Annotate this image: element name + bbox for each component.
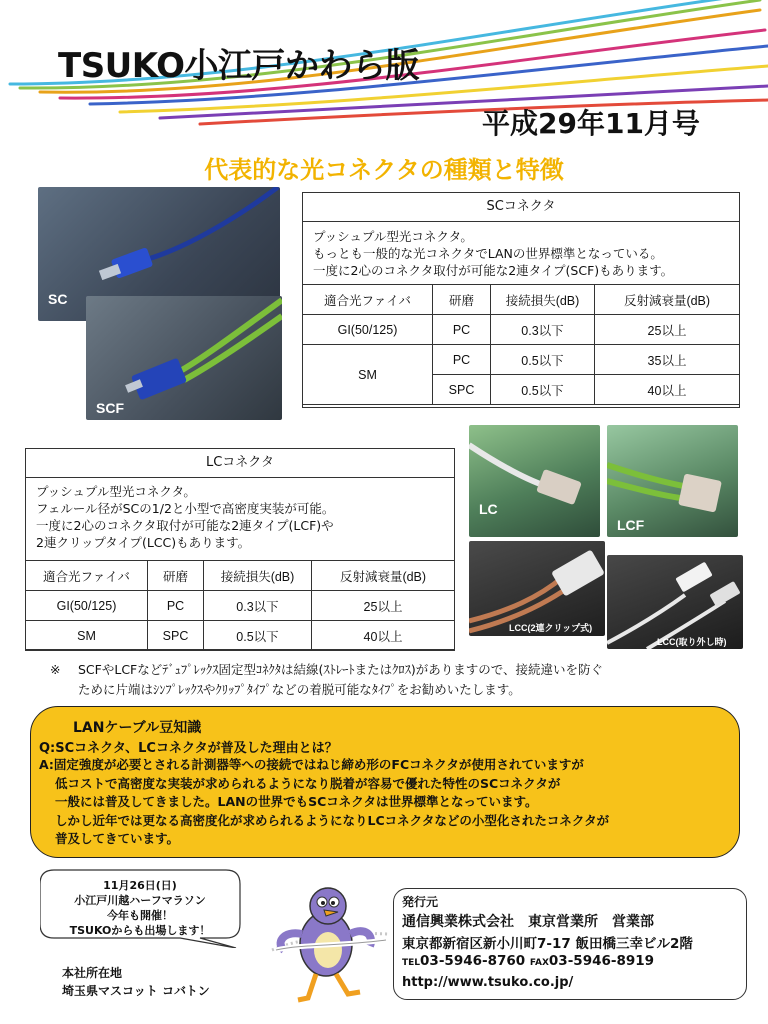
note-mark: ※ [50, 662, 61, 677]
scf-connector-photo [86, 296, 282, 420]
answer-line: 普及してきています。 [55, 831, 180, 846]
lc-cable-drawing [469, 425, 600, 537]
sc-desc-line: もっとも一般的な光コネクタでLANの世界標準となっている。 [313, 246, 663, 261]
col-header-polish: 研磨 [148, 561, 204, 591]
mascot-caption: 埼玉県マスコット コバトン [62, 984, 210, 998]
bubble-line: 今年も開催！ [107, 909, 173, 922]
cell-loss: 0.3以下 [491, 315, 595, 345]
marathon-speech-bubble [40, 868, 250, 948]
table-row [303, 315, 740, 345]
publisher-address: 東京都新宿区新小川町7-17 飯田橋三幸ビル2階 [402, 936, 693, 952]
col-header-loss: 接続損失(dB) [204, 561, 312, 591]
phone-number: 03-5946-8760 [420, 953, 526, 969]
col-header-fiber: 適合光ファイバ [26, 561, 148, 591]
cell-return-loss: 25以上 [312, 591, 455, 621]
publisher-label: 発行元 [402, 895, 439, 909]
cell-fiber: GI(50/125) [303, 315, 433, 345]
col-header-polish: 研磨 [433, 285, 491, 315]
trivia-question: Q:SCコネクタ、LCコネクタが普及した理由とは？ [39, 741, 338, 756]
bubble-line: TSUKOからも出場します！ [69, 924, 211, 937]
col-header-loss: 接続損失(dB) [491, 285, 595, 315]
lcc-clip-photo [469, 541, 605, 636]
office-label: 本社所在地 [62, 966, 123, 980]
answer-line: 一般には普及してきました。LANの世界でもSCコネクタは世界標準となっています。 [55, 794, 538, 809]
cell-polish: PC [148, 591, 204, 621]
bubble-line: 11月26日(日) [103, 879, 177, 892]
cell-polish: SPC [148, 621, 204, 651]
answer-line: A:固定強度が必要とされる計測器等への接続ではねじ締め形のFCコネクタが使用されていますが [39, 757, 584, 772]
lcc-detached-photo [607, 555, 743, 649]
cell-polish: PC [433, 315, 491, 345]
table-row [26, 621, 455, 651]
table-row [26, 591, 455, 621]
publisher-company: 通信興業株式会社 東京営業所 営業部 [402, 914, 654, 930]
cell-fiber: GI(50/125) [26, 591, 148, 621]
cell-fiber: SM [26, 621, 148, 651]
trivia-title: LANケーブル豆知識 [73, 720, 202, 736]
table-row [303, 345, 740, 375]
cell-polish: PC [433, 345, 491, 375]
table-header-row [26, 561, 455, 591]
cell-loss: 0.5以下 [204, 621, 312, 651]
lc-photo-label: LC [479, 501, 498, 517]
trivia-answer [39, 756, 729, 849]
lc-specs-table [25, 560, 455, 651]
lc-specs-description [26, 478, 454, 557]
lc-connector-specs [25, 448, 455, 650]
lc-desc-line: プッシュプル型光コネクタ。 [36, 484, 196, 499]
issue-date: 平成29年11月号 [482, 107, 700, 140]
lc-desc-line: フェルール径がSCの1/2と小型で高密度実装が可能。 [36, 501, 335, 516]
scf-photo-label: SCF [96, 400, 124, 416]
col-header-fiber: 適合光ファイバ [303, 285, 433, 315]
note-line: SCFやLCFなどﾃﾞｭﾌﾟﾚｯｸｽ固定型ｺﾈｸﾀは結線(ｽﾄﾚｰﾄまたはｸﾛｽ)がありますので、接続違いを防ぐ [78, 662, 603, 677]
lc-desc-line: 一度に2心のコネクタ取付が可能な2連タイプ(LCF)や [36, 518, 334, 533]
answer-line: 低コストで高密度な実装が求められるようになり脱着が容易で優れた特性のSCコネクタが [55, 775, 561, 791]
head-office-info [62, 964, 210, 1000]
bubble-text [40, 878, 240, 938]
cell-fiber: SM [303, 345, 433, 405]
website-link[interactable]: http://www.tsuko.co.jp/ [402, 975, 574, 990]
bubble-line: 小江戸川越ハーフマラソン [74, 894, 206, 907]
cell-loss: 0.3以下 [204, 591, 312, 621]
sc-desc-line: 一度に2心のコネクタ取付が可能な2連タイプ(SCF)もあります。 [313, 263, 674, 278]
tel-prefix: TEL [402, 958, 421, 968]
cell-polish: SPC [433, 375, 491, 405]
sc-connector-specs [302, 192, 740, 408]
cell-return-loss: 40以上 [312, 621, 455, 651]
lc-desc-line: 2連クリップタイプ(LCC)もあります。 [36, 535, 251, 550]
cell-return-loss: 40以上 [595, 375, 740, 405]
sc-specs-description [303, 222, 739, 285]
col-header-return-loss: 反射減衰量(dB) [312, 561, 455, 591]
lcf-connector-photo [607, 425, 738, 537]
fax-prefix: FAX [529, 958, 549, 968]
cell-loss: 0.5以下 [491, 345, 595, 375]
sc-specs-title: SCコネクタ [303, 193, 739, 222]
sc-photo-label: SC [48, 291, 68, 307]
lcc-clip-photo-label: LCC(2連クリップ式) [509, 623, 593, 633]
sc-desc-line: プッシュプル型光コネクタ。 [313, 229, 473, 244]
answer-line: しかし近年では更なる高密度化が求められるようになりLCコネクタなどの小型化されたコネクタが [55, 812, 610, 828]
fax-number: 03-5946-8919 [548, 953, 655, 969]
newsletter-title: TSUKO小江戸かわら版 [58, 46, 420, 86]
col-header-return-loss: 反射減衰量(dB) [595, 285, 740, 315]
lcf-photo-label: LCF [617, 517, 645, 533]
cell-return-loss: 25以上 [595, 315, 740, 345]
publisher-contact [402, 953, 654, 969]
lc-specs-title: LCコネクタ [26, 449, 454, 478]
publisher-box [393, 888, 747, 1000]
section-heading: 代表的な光コネクタの種類と特徴 [204, 156, 564, 184]
cell-loss: 0.5以下 [491, 375, 595, 405]
kobaton-mascot [262, 880, 392, 1010]
lan-cable-trivia-box [30, 706, 740, 858]
cell-return-loss: 35以上 [595, 345, 740, 375]
sc-specs-table [302, 284, 740, 405]
lc-connector-photo [469, 425, 600, 537]
note-line: ために片端はｼﾝﾌﾟﾚｯｸｽやｸﾘｯﾌﾟﾀｲﾌﾟなどの着脱可能なﾀｲﾌﾟをお勧めいたします。 [78, 682, 521, 697]
table-header-row [303, 285, 740, 315]
duplex-connector-note [50, 660, 730, 700]
lcc-detached-photo-label: LCC(取り外し時) [657, 637, 727, 647]
